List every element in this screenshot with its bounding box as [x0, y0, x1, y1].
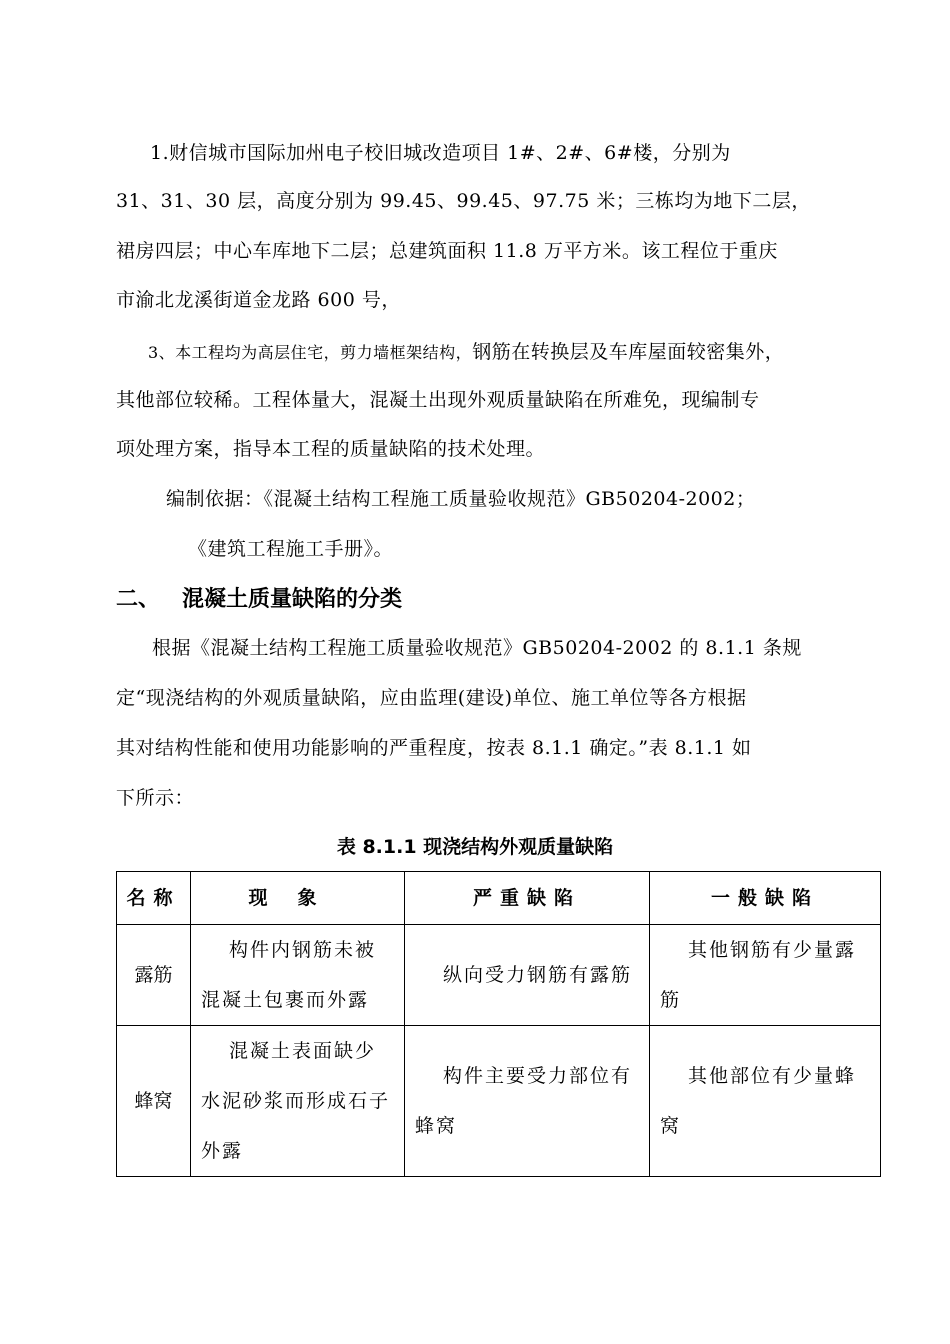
- defects-table: [116, 871, 881, 1177]
- defect-general: 其他钢筋有少量露筋: [650, 925, 881, 1026]
- column-header-serious: 严重缺陷: [405, 872, 650, 925]
- paragraph-line: 编制依据：《混凝土结构工程施工质量验收规范》GB50204-2002；: [166, 488, 756, 510]
- paragraph-line: 市渝北龙溪街道金龙路 600 号，: [116, 289, 401, 311]
- table-row: [117, 1026, 881, 1177]
- paragraph-line: 项处理方案，指导本工程的质量缺陷的技术处理。: [116, 438, 546, 460]
- column-header-phenomenon: 现象: [191, 872, 405, 925]
- paragraph-line: 31、31、30 层，高度分别为 99.45、99.45、97.75 米；三栋均为地下二层，: [116, 190, 811, 212]
- paragraph-line: 定“现浇结构的外观质量缺陷，应由监理(建设)单位、施工单位等各方根据: [116, 687, 747, 709]
- defect-serious: 纵向受力钢筋有露筋: [405, 925, 650, 1026]
- defect-name: 蜂窝: [117, 1026, 191, 1177]
- defect-phenomenon: 构件内钢筋未被混凝土包裹而外露: [191, 925, 405, 1026]
- paragraph-line: 裙房四层；中心车库地下二层；总建筑面积 11.8 万平方米。该工程位于重庆: [116, 240, 778, 262]
- paragraph-segment: 钢筋在转换层及车库屋面较密集外，: [472, 341, 785, 363]
- section-title: 混凝土质量缺陷的分类: [182, 587, 403, 612]
- table-header-row: [117, 872, 881, 925]
- section-heading: [116, 586, 402, 614]
- defect-name: 露筋: [117, 925, 191, 1026]
- paragraph-line: [148, 340, 784, 365]
- paragraph-line: 1.财信城市国际加州电子校旧城改造项目 1#、2#、6#楼，分别为: [150, 142, 731, 164]
- defect-phenomenon: 混凝土表面缺少水泥砂浆而形成石子外露: [191, 1026, 405, 1177]
- column-header-name: 名称: [117, 872, 191, 925]
- paragraph-line: 根据《混凝土结构工程施工质量验收规范》GB50204-2002 的 8.1.1 条规: [152, 637, 802, 659]
- paragraph-line: 下所示：: [116, 787, 195, 809]
- table-caption: 表 8.1.1 现浇结构外观质量缺陷: [336, 836, 614, 858]
- paragraph-line: 《建筑工程施工手册》。: [188, 538, 394, 560]
- column-header-general: 一般缺陷: [650, 872, 881, 925]
- section-number: 二、: [116, 587, 161, 612]
- table-row: [117, 925, 881, 1026]
- defect-serious: 构件主要受力部位有蜂窝: [405, 1026, 650, 1177]
- defect-general: 其他部位有少量蜂窝: [650, 1026, 881, 1177]
- paragraph-line: 其对结构性能和使用功能影响的严重程度，按表 8.1.1 确定。”表 8.1.1 如: [116, 737, 752, 759]
- paragraph-segment: 3、本工程均为高层住宅，剪力墙框架结构，: [148, 343, 473, 362]
- paragraph-line: 其他部位较稀。工程体量大，混凝土出现外观质量缺陷在所难免，现编制专: [116, 389, 760, 411]
